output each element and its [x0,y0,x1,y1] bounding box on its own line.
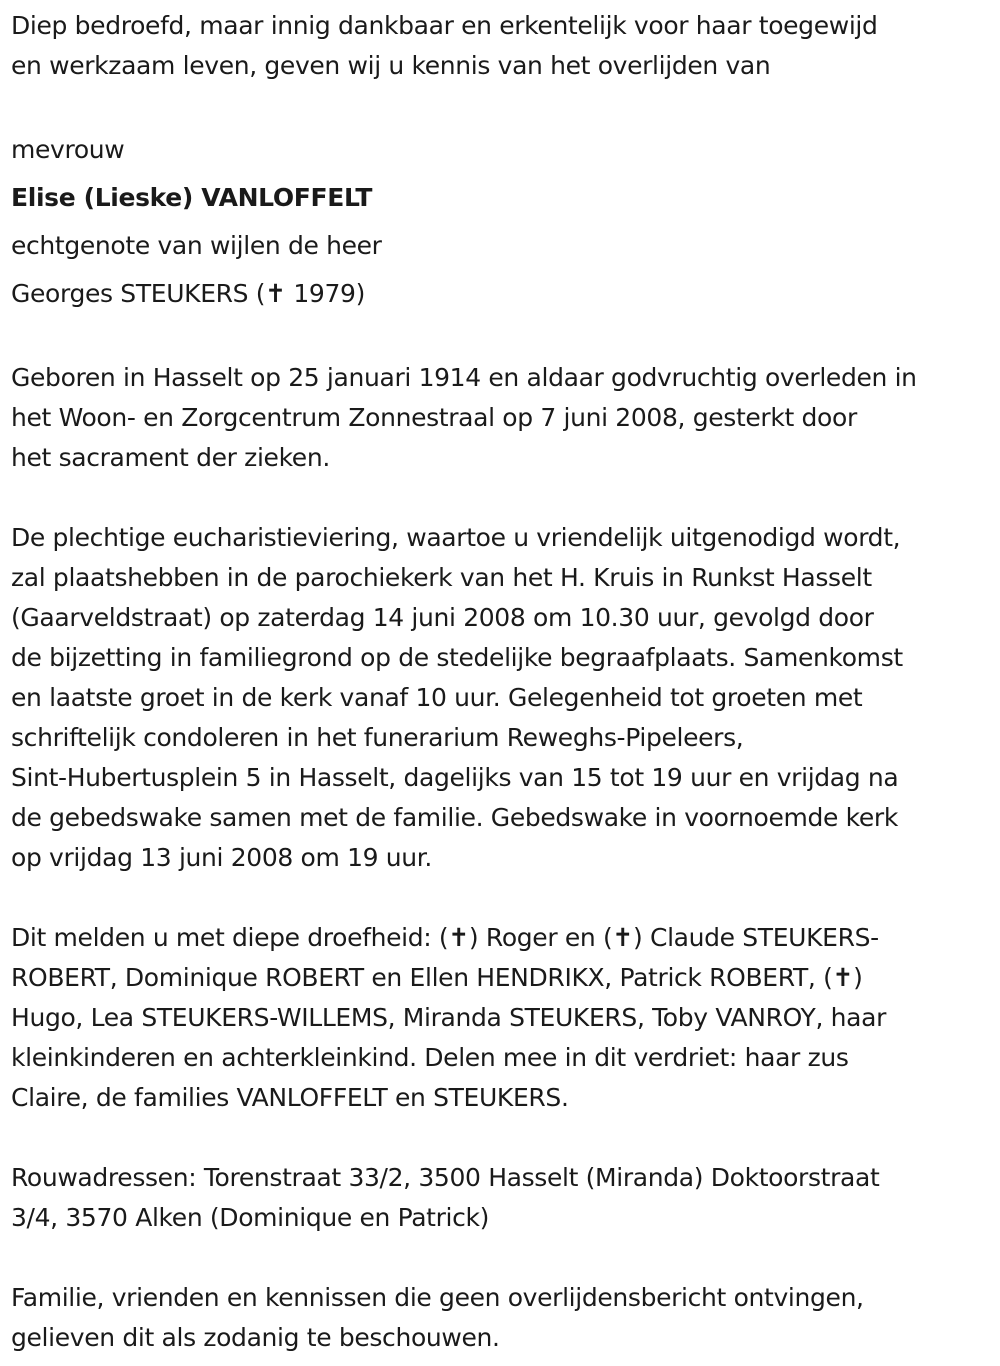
family-line: kleinkinderen en achterkleinkind. Delen mee in dit verdriet: haar zus [11,1043,849,1072]
ceremony-line: Sint-Hubertusplein 5 in Hasselt, dagelijks van 15 tot 19 uur en vrijdag na [11,763,899,792]
spouse-name: Georges STEUKERS (✝ 1979) [11,279,365,308]
closing-paragraph [11,1278,997,1358]
birth-paragraph [11,358,997,478]
family-paragraph [11,918,997,1118]
ceremony-line: en laatste groet in de kerk vanaf 10 uur. Gelegenheid tot groeten met [11,683,863,712]
ceremony-line: De plechtige eucharistieviering, waartoe u vriendelijk uitgenodigd wordt, [11,523,901,552]
spouse-line: echtgenote van wijlen de heer [11,231,382,260]
intro-paragraph [11,6,997,86]
ceremony-line: (Gaarveldstraat) op zaterdag 14 juni 2008 om 10.30 uur, gevolgd door [11,603,874,632]
ceremony-line: op vrijdag 13 juni 2008 om 19 uur. [11,843,433,872]
family-line: Hugo, Lea STEUKERS-WILLEMS, Miranda STEUKERS, Toby VANROY, haar [11,1003,887,1032]
intro-line: Diep bedroefd, maar innig dankbaar en erkentelijk voor haar toegewijd [11,11,878,40]
obituary-document [11,6,997,1358]
address-line: 3/4, 3570 Alken (Dominique en Patrick) [11,1203,490,1232]
intro-line: en werkzaam leven, geven wij u kennis van het overlijden van [11,51,771,80]
ceremony-line: de gebedswake samen met de familie. Gebedswake in voornoemde kerk [11,803,898,832]
ceremony-line: zal plaatshebben in de parochiekerk van het H. Kruis in Runkst Hasselt [11,563,872,592]
deceased-name: Elise (Lieske) VANLOFFELT [11,183,373,212]
birth-line: Geboren in Hasselt op 25 januari 1914 en aldaar godvruchtig overleden in [11,363,917,392]
ceremony-line: de bijzetting in familiegrond op de stedelijke begraafplaats. Samenkomst [11,643,903,672]
addresses-paragraph [11,1158,997,1238]
family-line: Claire, de families VANLOFFELT en STEUKERS. [11,1083,569,1112]
closing-line: gelieven dit als zodanig te beschouwen. [11,1323,500,1352]
birth-line: het sacrament der zieken. [11,443,330,472]
family-line: Dit melden u met diepe droefheid: (✝) Roger en (✝) Claude STEUKERS- [11,923,879,952]
closing-line: Familie, vrienden en kennissen die geen overlijdensbericht ontvingen, [11,1283,864,1312]
ceremony-line: schriftelijk condoleren in het funerarium Reweghs-Pipeleers, [11,723,744,752]
birth-line: het Woon- en Zorgcentrum Zonnestraal op 7 juni 2008, gesterkt door [11,403,857,432]
title-prefix: mevrouw [11,135,125,164]
ceremony-paragraph [11,518,997,878]
family-line: ROBERT, Dominique ROBERT en Ellen HENDRIKX, Patrick ROBERT, (✝) [11,963,863,992]
address-line: Rouwadressen: Torenstraat 33/2, 3500 Hasselt (Miranda) Doktoorstraat [11,1163,880,1192]
deceased-block [11,126,997,318]
